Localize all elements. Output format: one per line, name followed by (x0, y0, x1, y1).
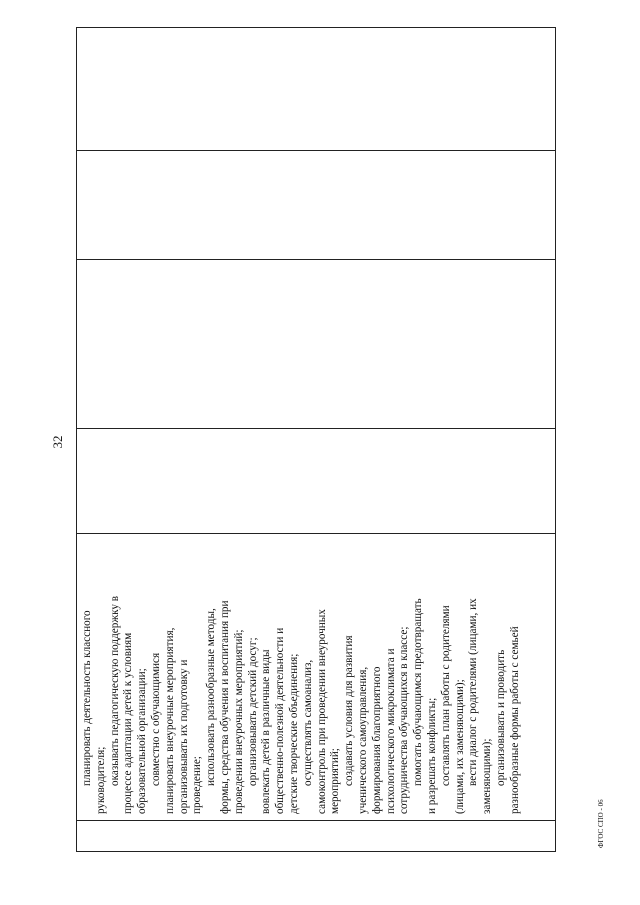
content-line: формирования благоприятного (370, 666, 383, 814)
content-line: и разрешать конфликты; (425, 697, 438, 814)
content-line: помогать обучающимся предотвращать (412, 598, 425, 786)
table-cell-empty (77, 151, 556, 260)
content-line: оказывать педагогическую поддержку в (108, 595, 121, 786)
table-cell-empty-first (77, 821, 556, 852)
content-line: сотрудничества обучающихся в классе; (398, 626, 411, 814)
table-cell-content (77, 534, 556, 821)
page-number: 32 (50, 435, 65, 449)
content-line: осуществлять самоанализ, (301, 659, 314, 786)
table-cell-empty (77, 429, 556, 534)
content-line: создавать условия для развития (343, 635, 356, 786)
content-line: планировать внеурочные мероприятия, (163, 627, 176, 814)
content-line: организовывать и проводить (494, 649, 507, 786)
content-line: организовывать детский досуг; (246, 637, 259, 786)
content-line: самоконтроль при проведении внеурочных (315, 609, 328, 814)
content-line: руководителя; (94, 746, 107, 814)
table-cell-empty (77, 28, 556, 151)
table-cell-empty (77, 260, 556, 429)
content-line: мероприятий; (329, 748, 342, 814)
content-line: проведении внеурочных мероприятий; (232, 629, 245, 814)
content-line: формы, средства обучения и воспитания при (218, 600, 231, 814)
footer-document-code: ФГОС СПО - 06 (597, 799, 605, 848)
content-line: совместно с обучающимися (149, 652, 162, 786)
rotated-table-wrapper (76, 34, 556, 852)
content-text-block (77, 534, 523, 820)
content-line: процессе адаптации детей к условиям (122, 632, 135, 814)
table-row (77, 28, 556, 852)
content-line: (лицами, их заменяющими); (453, 679, 466, 814)
content-line: общественно-полезной деятельности и (274, 627, 287, 814)
content-line: организовывать их подготовку и (177, 659, 190, 814)
content-line: заменяющими); (481, 738, 494, 814)
content-line: детские творческие объединения; (287, 653, 300, 814)
content-line: планировать деятельность классного (81, 610, 93, 786)
content-line: разнообразные формы работы с семьей (508, 626, 521, 814)
rotated-table-inner (76, 34, 556, 852)
content-line: вести диалог с родителями (лицами, их (467, 598, 480, 786)
content-line: составлять план работы с родителями (439, 605, 452, 786)
content-line: образовательной организации; (136, 668, 149, 814)
content-line: проведение; (191, 756, 204, 814)
content-line: вовлекать детей в различные виды (260, 649, 273, 814)
content-line: использовать разнообразные методы, (205, 608, 218, 786)
content-line: психологического микроклимата и (384, 648, 397, 814)
competency-table (76, 27, 556, 852)
content-line: ученического самоуправления, (356, 666, 369, 814)
